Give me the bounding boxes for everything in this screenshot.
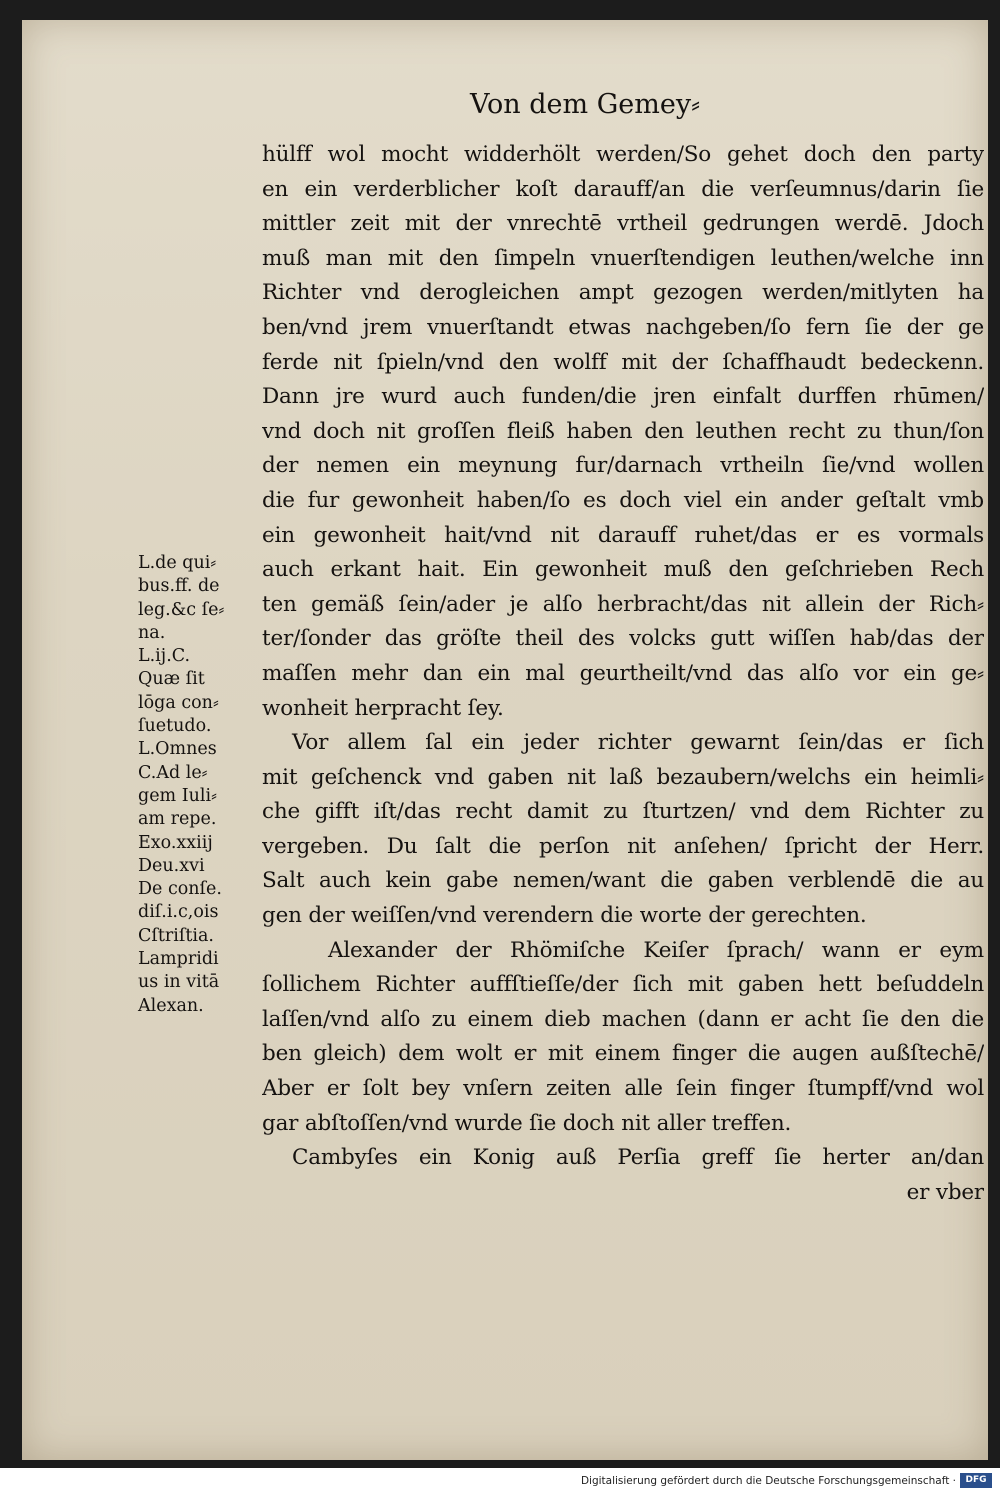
funding-credit: Digitalisierung gefördert durch die Deutsche Forschungsgemeinschaft ·: [580, 1475, 956, 1487]
catchword: er vber: [906, 1179, 984, 1205]
text-line: wonheit herpracht ſey.: [262, 695, 504, 721]
text-line: ten gemäß ſein/ader je alſo herbracht/das nit allein der Rich⸗: [262, 591, 984, 617]
text-line: laſſen/vnd alſo zu einem dieb machen (dann er acht ſie den die: [262, 1006, 984, 1032]
margin-note: am repe.: [138, 809, 217, 830]
margin-note: L.ij.C.: [138, 646, 191, 667]
text-line: hülff wol mocht widderhölt werden/So gehet doch den party: [262, 142, 984, 167]
dfg-logo[interactable]: DFG: [960, 1473, 992, 1488]
text-line: die fur gewonheit haben/ſo es doch viel ein ander geſtalt vmb: [262, 487, 984, 513]
margin-note: leg.&c ſe⸗: [138, 599, 225, 620]
text-line: maſſen mehr dan ein mal geurtheilt/vnd das alſo vor ein ge⸗: [262, 660, 984, 686]
margin-note: diſ.i.c,ois: [138, 902, 219, 923]
margin-note: lōga con⸗: [138, 692, 219, 713]
text-line: Salt auch kein gabe nemen/want die gaben verblendē die au: [262, 868, 984, 894]
margin-note: Cſtriſtia.: [138, 925, 214, 946]
text-line: Alexander der Rhömiſche Keiſer ſprach/ wann er eym: [328, 937, 984, 963]
text-line: ferde nit ſpieln/vnd den wolff mit der ſchaffhaudt bedeckenn.: [262, 349, 984, 375]
text-line: vnd doch nit groſſen fleiß haben den leuthen recht zu thun/ſon: [262, 418, 984, 444]
margin-note: gem Iuli⸗: [138, 785, 217, 806]
margin-note: us in vitā: [138, 972, 220, 993]
margin-note: Quæ ſit: [138, 669, 205, 690]
text-line: auch erkant hait. Ein gewonheit muß den geſchrieben Rech: [262, 557, 984, 583]
text-line: gen der weiſſen/vnd verendern die worte der gerechten.: [262, 903, 867, 929]
margin-note: De conſe.: [138, 879, 222, 900]
text-line: ter/ſonder das gröſte theil des volcks gutt wiſſen hab/das der: [262, 626, 984, 652]
text-line: muß man mit den ſimpeln vnuerſtendigen leuthen/welche inn: [262, 245, 984, 271]
text-line: ben gleich) dem wolt er mit einem finger die augen außſtechē/: [262, 1041, 984, 1067]
footer-bar: [0, 1468, 1000, 1495]
text-line: ben/vnd jrem vnuerſtandt etwas nachgeben/ſo fern ſie der ge: [262, 314, 984, 340]
margin-note: Lampridi: [138, 949, 219, 970]
margin-note: na.: [138, 622, 166, 643]
text-line: Aber er ſolt bey vnſern zeiten alle ſein finger ſtumpff/vnd wol: [262, 1076, 984, 1102]
text-line: der nemen ein meynung fur/darnach vrtheiln ſie/vnd wollen: [262, 453, 984, 479]
text-line: ſollichem Richter auffſtieſſe/der ſich mit gaben hett beſuddeln: [262, 972, 984, 998]
text-line: Cambyſes ein Konig auß Perſia greff ſie herter an/dan: [292, 1145, 984, 1171]
text-line: Dann jre wurd auch funden/die jren einfalt durffen rhūmen/: [262, 384, 984, 410]
margin-note: ſuetudo.: [138, 716, 212, 737]
margin-note: L.de qui⸗: [138, 553, 217, 573]
text-line: en ein verderblicher koſt darauff/an die verſeumnus/darin ſie: [262, 176, 984, 202]
margin-note: Alexan.: [138, 995, 204, 1016]
text-line: che gifft iſt/das recht damit zu ſturtzen/ vnd dem Richter zu: [262, 799, 984, 825]
margin-note: bus.ff. de: [138, 576, 220, 597]
text-line: mittler zeit mit der vnrechtē vrtheil gedrungen werdē. Jdoch: [262, 211, 984, 237]
running-headline: Von dem Gemey⸗: [470, 89, 701, 120]
margin-note: C.Ad le⸗: [138, 762, 208, 783]
body-text: [262, 138, 984, 1210]
text-line: vergeben. Du ſalt die perſon nit anſehen/ ſpricht der Herr.: [262, 833, 984, 859]
text-line: Vor allem ſal ein jeder richter gewarnt ſein/das er ſich: [292, 730, 984, 756]
margin-note: Exo.xxiij: [138, 832, 213, 853]
margin-note: Deu.xvi: [138, 855, 205, 876]
margin-notes: [138, 552, 258, 1018]
text-line: mit geſchenck vnd gaben nit laß bezaubern/welchs ein heimli⸗: [262, 764, 984, 790]
text-line: ein gewonheit hait/vnd nit darauff ruhet/das er es vormals: [262, 522, 984, 548]
margin-note: L.Omnes: [138, 739, 217, 760]
text-line: Richter vnd derogleichen ampt gezogen werden/mitlyten ha: [262, 280, 984, 306]
text-line: gar abſtoſſen/vnd wurde ſie doch nit aller treffen.: [262, 1110, 792, 1136]
